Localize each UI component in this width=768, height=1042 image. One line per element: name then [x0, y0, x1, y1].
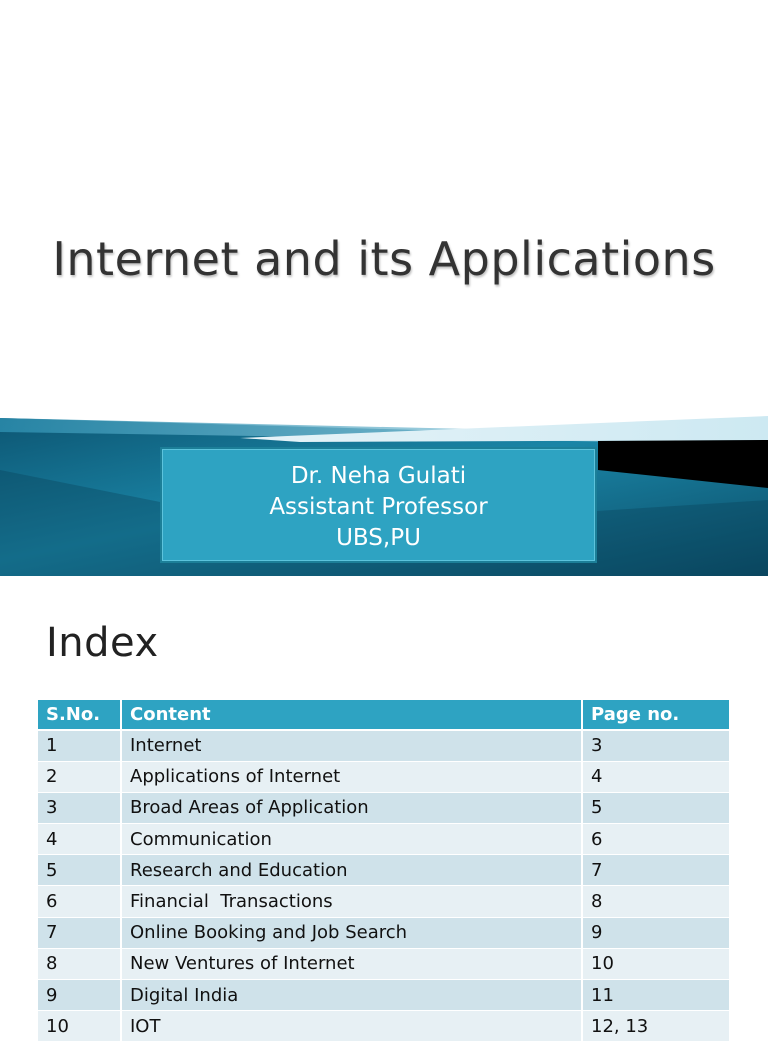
- cell-page: 6: [582, 824, 729, 855]
- cell-page: 4: [582, 761, 729, 792]
- slide-title: Internet and its Applications: [52, 232, 716, 286]
- cell-content: New Ventures of Internet: [121, 948, 582, 979]
- table-row: [38, 761, 729, 792]
- cell-page: 9: [582, 917, 729, 948]
- cell-sno: 8: [38, 948, 121, 979]
- cell-page: 10: [582, 948, 729, 979]
- table-row: [38, 980, 729, 1011]
- author-name: Dr. Neha Gulati: [290, 463, 467, 489]
- cell-page: 3: [582, 730, 729, 761]
- cell-page: 8: [582, 886, 729, 917]
- table-row: [38, 730, 729, 761]
- header-page: Page no.: [582, 700, 729, 730]
- table-row: [38, 824, 729, 855]
- cell-content: Broad Areas of Application: [121, 792, 582, 823]
- cell-content: Communication: [121, 824, 582, 855]
- index-slide: [0, 576, 768, 1037]
- cell-page: 7: [582, 855, 729, 886]
- table-row: [38, 917, 729, 948]
- table-row: [38, 792, 729, 823]
- header-sno: S.No.: [38, 700, 121, 730]
- author-designation: Assistant Professor: [269, 494, 488, 520]
- cell-content: IOT: [121, 1011, 582, 1042]
- index-table: [38, 700, 729, 1042]
- cell-page: 11: [582, 980, 729, 1011]
- table-row: [38, 1011, 729, 1042]
- cell-content: Internet: [121, 730, 582, 761]
- cell-content: Digital India: [121, 980, 582, 1011]
- author-box: [160, 447, 597, 563]
- table-row: [38, 948, 729, 979]
- cell-content: Financial Transactions: [121, 886, 582, 917]
- author-institution: UBS,PU: [336, 525, 421, 551]
- cell-sno: 4: [38, 824, 121, 855]
- cell-sno: 9: [38, 980, 121, 1011]
- cell-content: Research and Education: [121, 855, 582, 886]
- cell-sno: 3: [38, 792, 121, 823]
- index-title: Index: [46, 620, 159, 666]
- cell-sno: 2: [38, 761, 121, 792]
- cell-sno: 7: [38, 917, 121, 948]
- cell-content: Applications of Internet: [121, 761, 582, 792]
- header-content: Content: [121, 700, 582, 730]
- table-header-row: [38, 700, 729, 730]
- table-row: [38, 886, 729, 917]
- cell-page: 12, 13: [582, 1011, 729, 1042]
- cell-sno: 1: [38, 730, 121, 761]
- cell-sno: 6: [38, 886, 121, 917]
- cell-content: Online Booking and Job Search: [121, 917, 582, 948]
- cell-page: 5: [582, 792, 729, 823]
- cell-sno: 5: [38, 855, 121, 886]
- cell-sno: 10: [38, 1011, 121, 1042]
- table-row: [38, 855, 729, 886]
